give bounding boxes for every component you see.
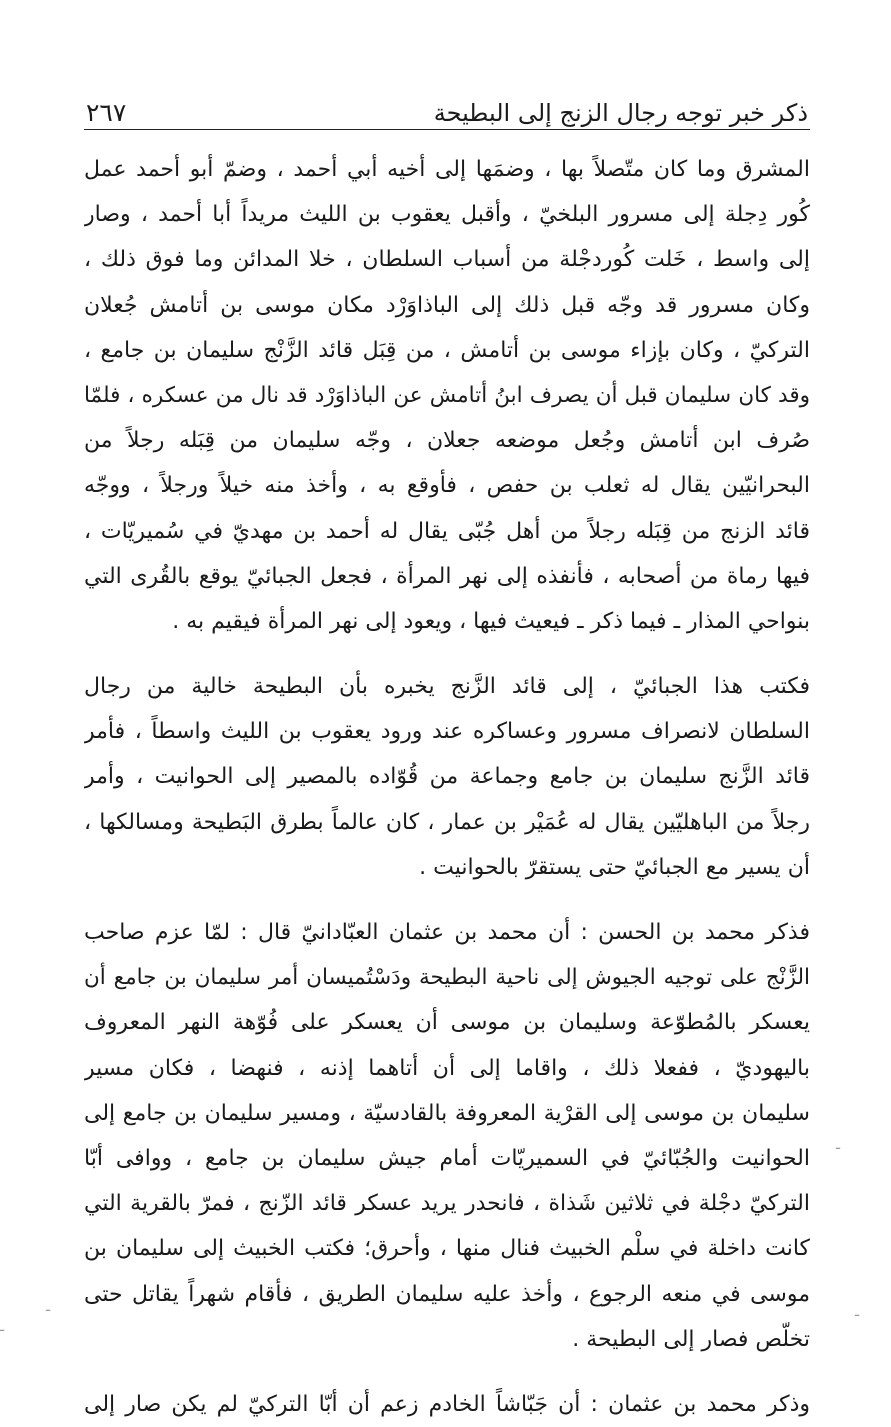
- text-line: باليهوديّ ، ففعلا ذلك ، واقاما إلى أن أتاهما إذنه ، فنهضا ، فكان مسير: [84, 1055, 810, 1081]
- paragraph-3: [84, 910, 810, 1362]
- text-line: رجلاً من الباهليّين يقال له عُمَيْر بن عمار ، كان عالماً بطرق البَطيحة ومسالكها ،: [84, 809, 810, 835]
- text-line: كانت داخلة في سلْم الخبيث فنال منها ، وأحرق؛ فكتب الخبيث إلى سليمان بن: [84, 1236, 810, 1262]
- text-line: الزَّنْج على توجيه الجيوش إلى ناحية البطيحة ودَسْتُميسان أمر سليمان بن جامع أن: [84, 965, 810, 991]
- text-line: وقد كان سليمان قبل أن يصرف ابنُ أتامش عن الباذاوَرْد قد نال من عسكره ، فلمّا: [84, 382, 810, 408]
- text-line: فيها رماة من أصحابه ، فأنفذه إلى نهر المرأة ، فجعل الجبائيّ يوقع بالقُرى التي: [84, 563, 810, 589]
- text-line: التركيّ ، وكان بإزاء موسى بن أتامش ، من قِبَل قائد الزَّنْج سليمان بن جامع ،: [84, 337, 810, 363]
- text-line: فذكر محمد بن الحسن : أن محمد بن عثمان العبّادانيّ قال : لمّا عزم صاحب: [84, 920, 810, 945]
- text-line: التركيّ دجْلة في ثلاثين شَذاة ، فانحدر يريد عسكر قائد الزّنج ، فمرّ بالقرية التي: [84, 1191, 810, 1217]
- body-text: [84, 147, 810, 1427]
- text-line: بنواحي المذار ـ فيما ذكر ـ فيعيث فيها ، ويعود إلى نهر المرأة فيقيم به .: [172, 608, 810, 634]
- text-line: فكتب هذا الجبائيّ ، إلى قائد الزَّنج يخبره بأن البطيحة خالية من رجال: [84, 674, 810, 700]
- page-number: ٢٦٧: [86, 98, 127, 127]
- text-line: موسى في منعه الرجوع ، وأخذ عليه سليمان الطريق ، فأقام شهراً يقاتل حتى: [84, 1281, 810, 1307]
- margin-mark: ـ: [836, 1137, 841, 1153]
- text-line: البحرانيّين يقال له ثعلب بن حفص ، فأوقع به ، وأخذ منه خيلاً ورجلاً ، ووجّه: [84, 473, 810, 499]
- paragraph-2: [84, 664, 810, 890]
- text-line: وذكر محمد بن عثمان : أن جَبّاشاً الخادم زعم أن أبّا التركيّ لم يكن صار إلى: [84, 1391, 810, 1417]
- paragraph-1: [84, 147, 810, 644]
- text-line: كُور دِجلة إلى مسرور البلخيّ ، وأقبل يعقوب بن الليث مريداً أبا أحمد ، وصار: [84, 202, 810, 228]
- text-line: الحوانيت والجُبّائيّ في السميريّات أمام جيش سليمان بن جامع ، ووافى أبّا: [84, 1145, 810, 1171]
- text-line: يعسكر بالمُطوّعة وسليمان بن موسى أن يعسكر على فُوّهة النهر المعروف: [84, 1010, 810, 1036]
- text-line: قائد الزنج من قِبَله رجلاً من أهل جُبّى يقال له أحمد بن مهديّ في سُميريّات ،: [84, 518, 810, 544]
- running-title: ذكر خبر توجه رجال الزنج إلى البطيحة: [433, 99, 808, 127]
- text-line: السلطان لانصراف مسرور وعساكره عند ورود يعقوب بن الليث واسطاً ، فأمر: [84, 719, 810, 745]
- margin-mark: ـ: [0, 1319, 5, 1335]
- text-line: صُرف ابن أتامش وجُعل موضعه جعلان ، وجّه سليمان من قِبَله رجلاً من: [84, 428, 810, 454]
- text-line: وكان مسرور قد وجّه قبل ذلك إلى الباذاوَرْد مكان موسى بن أتامش جُعلان: [84, 292, 810, 318]
- header-rule: [84, 129, 810, 130]
- text-line: قائد الزَّنج سليمان بن جامع وجماعة من قُوّاده بالمصير إلى الحوانيت ، وأمر: [84, 764, 810, 790]
- paragraph-4: [84, 1382, 810, 1427]
- page-header: [86, 88, 808, 128]
- text-line: إلى واسط ، خَلت كُوردجْلة من أسباب السلطان ، خلا المدائن وما فوق ذلك ،: [84, 247, 810, 273]
- text-line: تخلّص فصار إلى البطيحة .: [572, 1326, 810, 1352]
- text-line: المشرق وما كان متّصلاً بها ، وضمَها إلى أخيه أبي أحمد ، وضمّ أبو أحمد عمل: [84, 157, 810, 182]
- text-line: سليمان بن موسى إلى القرْية المعروفة بالقادسيّة ، ومسير سليمان بن جامع إلى: [84, 1100, 810, 1126]
- margin-mark: ـ: [855, 1304, 860, 1320]
- text-line: أن يسير مع الجبائيّ حتى يستقرّ بالحوانيت .: [419, 854, 810, 880]
- margin-mark: ـ: [46, 1299, 51, 1315]
